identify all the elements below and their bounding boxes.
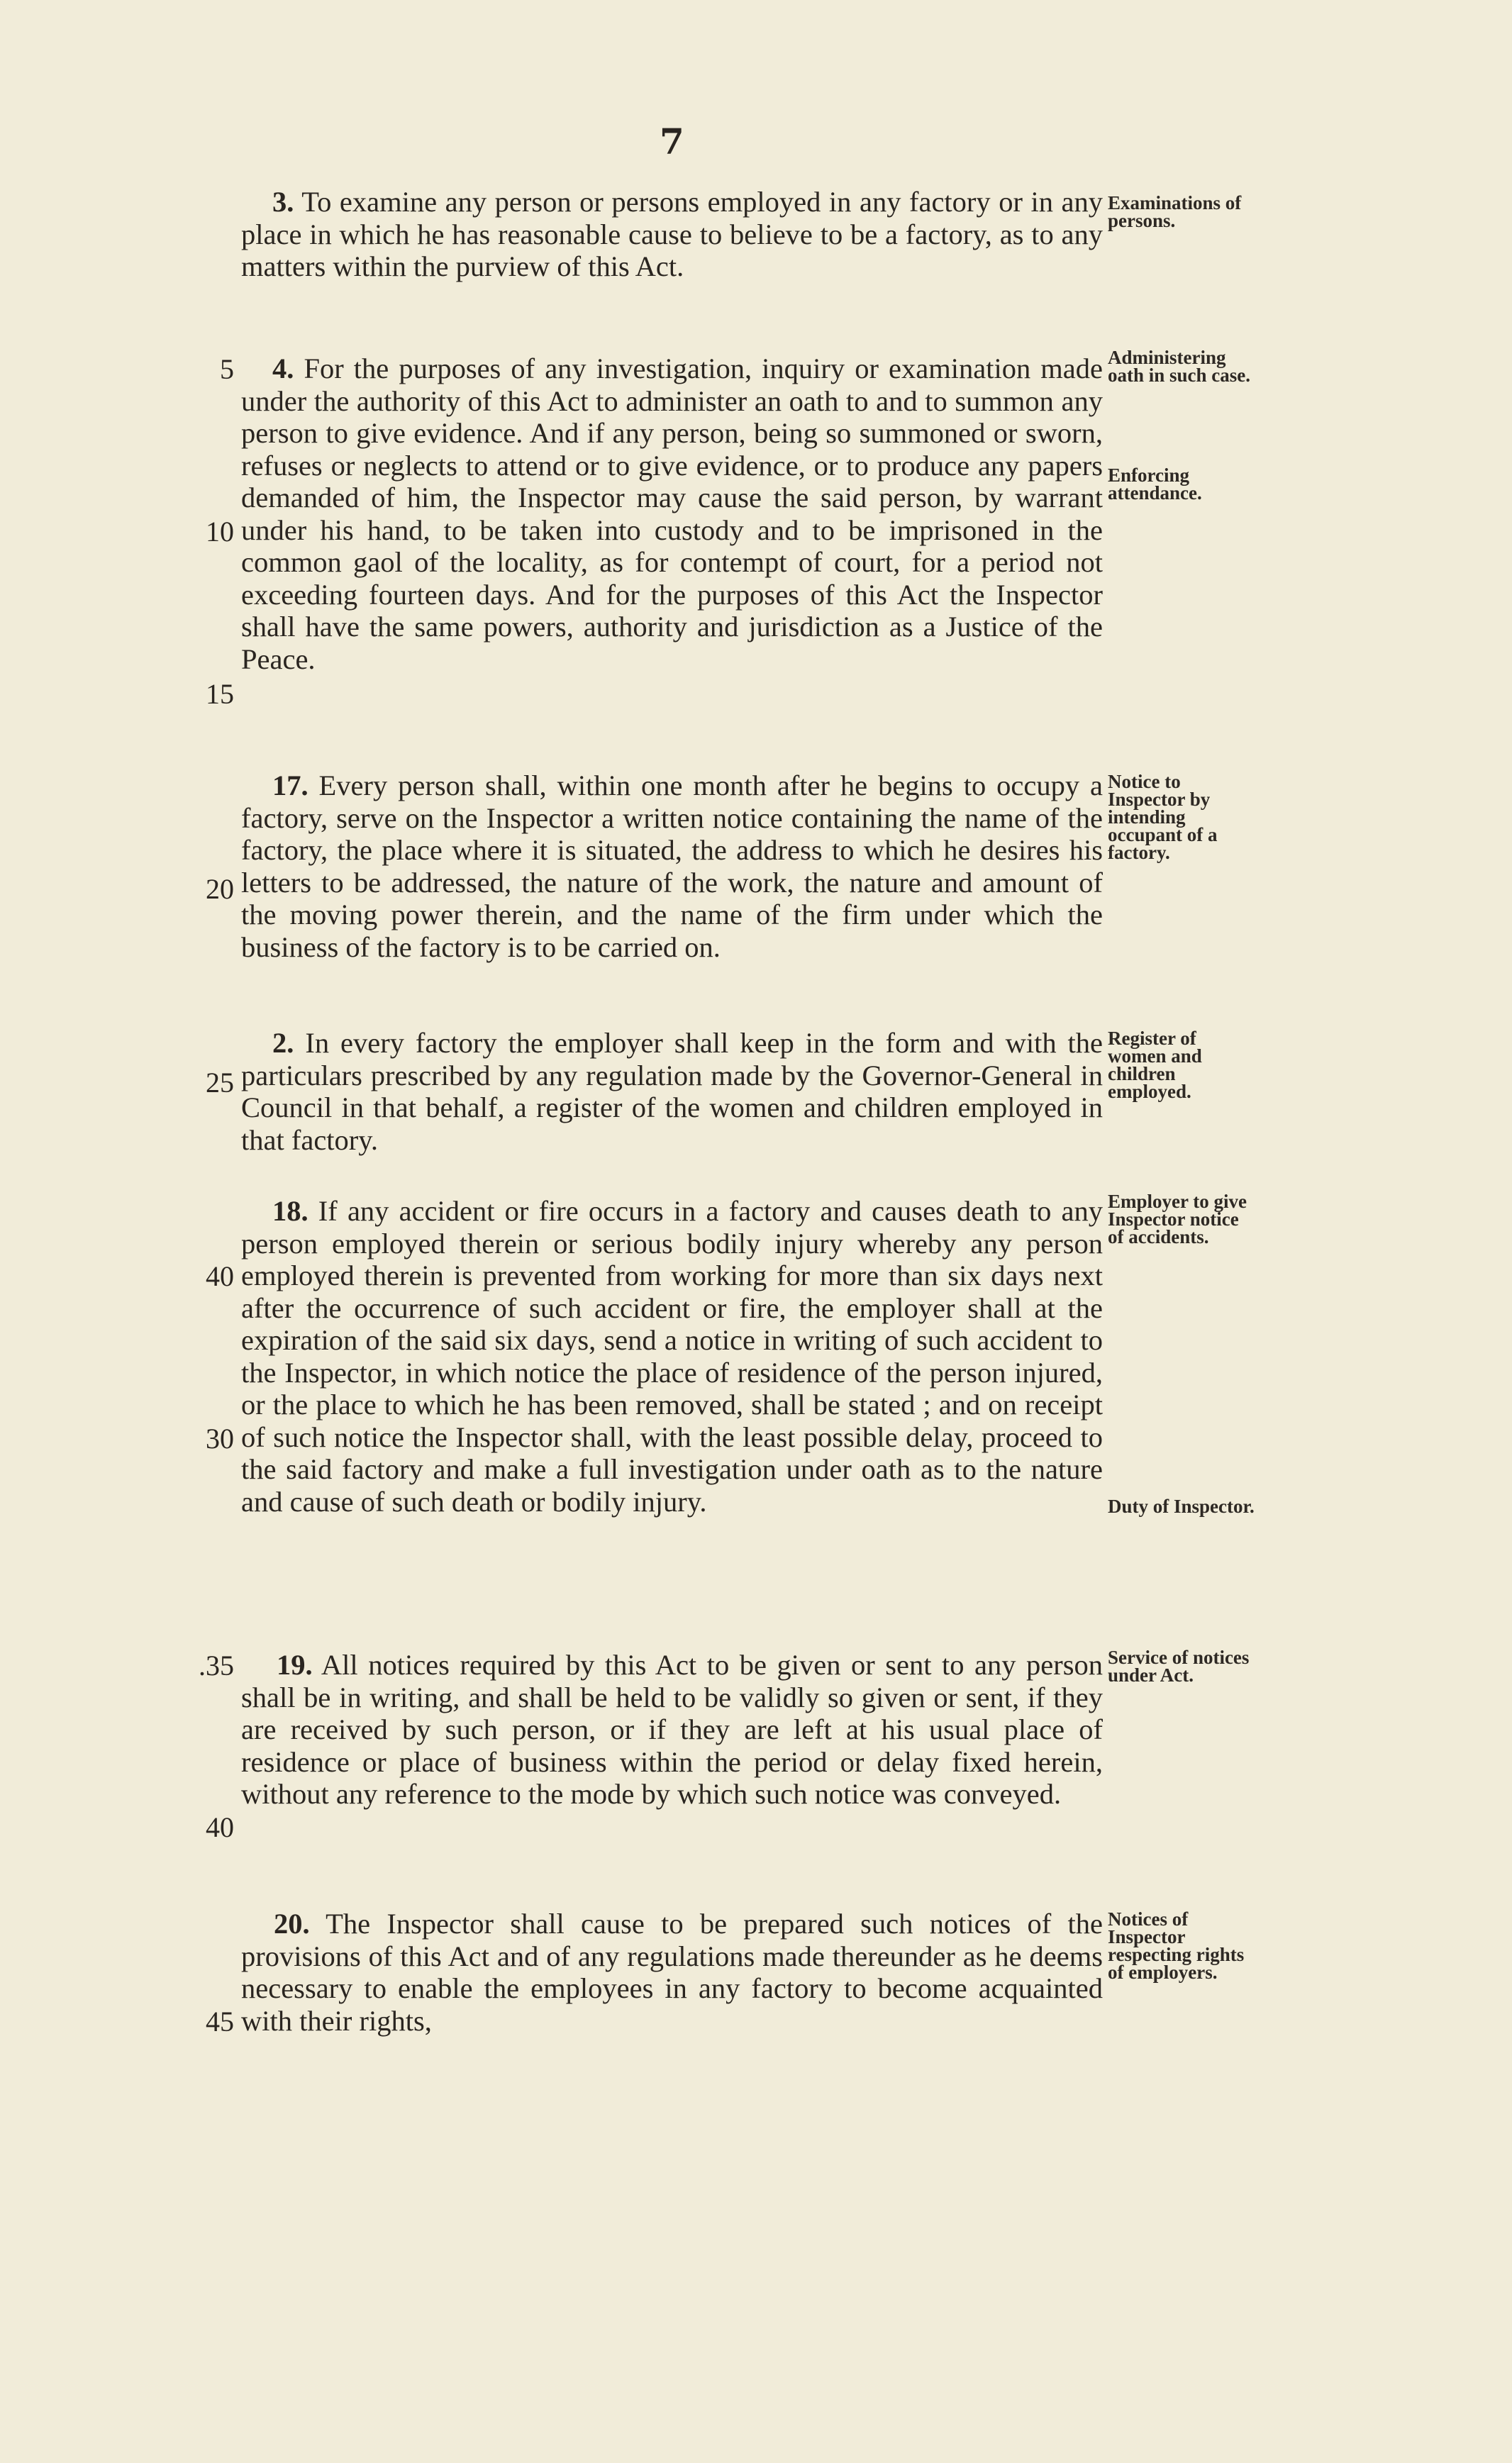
section-number: 4.	[272, 352, 294, 384]
section-text: If any accident or fire occurs in a factory and causes death to any person employed therein or serious bodily injury whereby any person employed therein is prevented from working for more than six days next after the occurrence of such accident or fire, the employer shall at the expiration of the said six days, send a notice in writing of such accident to the Inspector, in which notice the place of residence of the person injured, or the place to which he has been removed, shall be stated ; and on receipt of such notice the Inspector shall, with the least possible delay, proceed to the said factory and make a full investigation under oath as to the nature and cause of such death or bodily injury.	[241, 1195, 1103, 1518]
margin-note: Employer to give Inspector notice of accidents.	[1108, 1191, 1247, 1247]
page-number: 7	[660, 121, 684, 162]
line-number: 40	[206, 1811, 234, 1843]
section-3	[241, 186, 1103, 283]
section-text: To examine any person or persons employed in any factory or in any place in which he has reasonable cause to believe to be a factory, as to any matters within the purview of this Act.	[241, 186, 1103, 282]
section-register	[241, 1027, 1103, 1156]
section-text: The Inspector shall cause to be prepared such notices of the provisions of this Act and of any regulations made thereunder as he deems necessary to enable the employees in any factory to become acquainted with their rights,	[241, 1908, 1103, 2037]
margin-note: Administering oath in such case.	[1108, 347, 1251, 386]
section-number: 2.	[272, 1027, 294, 1059]
section-17	[241, 769, 1103, 963]
section-number: 18.	[272, 1195, 308, 1227]
line-number: .35	[199, 1650, 234, 1681]
section-text: For the purposes of any investigation, inquiry or examination made under the authority of this Act to administer an oath to and to summon any person to give evidence. And if any person, being so summoned or sworn, refuses or neglects to attend or to give evidence, or to produce any papers demanded of him, the Inspector may cause the said person, by warrant under his hand, to be taken into custody and to be imprisoned in the common gaol of the locality, as for contempt of court, for a period not exceeding fourteen days. And for the purposes of this Act the Inspector shall have the same powers, authority and jurisdiction as a Justice of the Peace.	[241, 352, 1104, 675]
margin-note: Service of notices under Act.	[1108, 1647, 1250, 1686]
line-number: 10	[206, 516, 234, 547]
line-number: 15	[206, 678, 234, 710]
section-19	[241, 1649, 1103, 1811]
line-number: 40	[206, 1260, 234, 1292]
section-number: 3.	[272, 186, 294, 218]
margin-note: Examinations of persons.	[1108, 192, 1242, 231]
line-number: 5	[220, 353, 234, 385]
margin-note: Notices of Inspector respecting rights of employers.	[1108, 1908, 1245, 1983]
line-number: 45	[206, 2006, 234, 2037]
section-18	[241, 1195, 1103, 1518]
section-number: 20.	[274, 1908, 310, 1940]
section-number: 19.	[277, 1649, 313, 1681]
line-number: 20	[206, 873, 234, 905]
section-number: 17.	[272, 769, 308, 801]
section-text: All notices required by this Act to be given or sent to any person shall be in writing, and shall be held to be validly so given or sent, if they are received by such person, or if they are left at his usual place of residence or place of business within the period or delay fixed herein, without any reference to the mode by which such notice was conveyed.	[241, 1649, 1103, 1810]
section-text: Every person shall, within one month after he begins to occupy a factory, serve on the Inspector a written notice containing the name of the factory, the place where it is situated, the address to which he desires his letters to be addressed, the nature of the work, the nature and amount of the moving power therein, and the name of the firm under which the business of the factory is to be carried on.	[241, 769, 1103, 963]
line-number: 30	[206, 1423, 234, 1455]
margin-note: Enforcing attendance.	[1108, 465, 1202, 504]
section-text: In every factory the employer shall keep in the form and with the particulars prescribed by any regulation made by the Governor-General in Council in that behalf, a register of the women and children employed in that factory.	[241, 1027, 1103, 1156]
section-4	[241, 352, 1103, 675]
margin-note: Duty of Inspector.	[1108, 1496, 1255, 1517]
section-20	[241, 1908, 1103, 2037]
margin-note: Register of women and children employed.	[1108, 1028, 1202, 1102]
line-number: 25	[206, 1067, 234, 1099]
margin-note: Notice to Inspector by intending occupant of a factory.	[1108, 771, 1218, 863]
